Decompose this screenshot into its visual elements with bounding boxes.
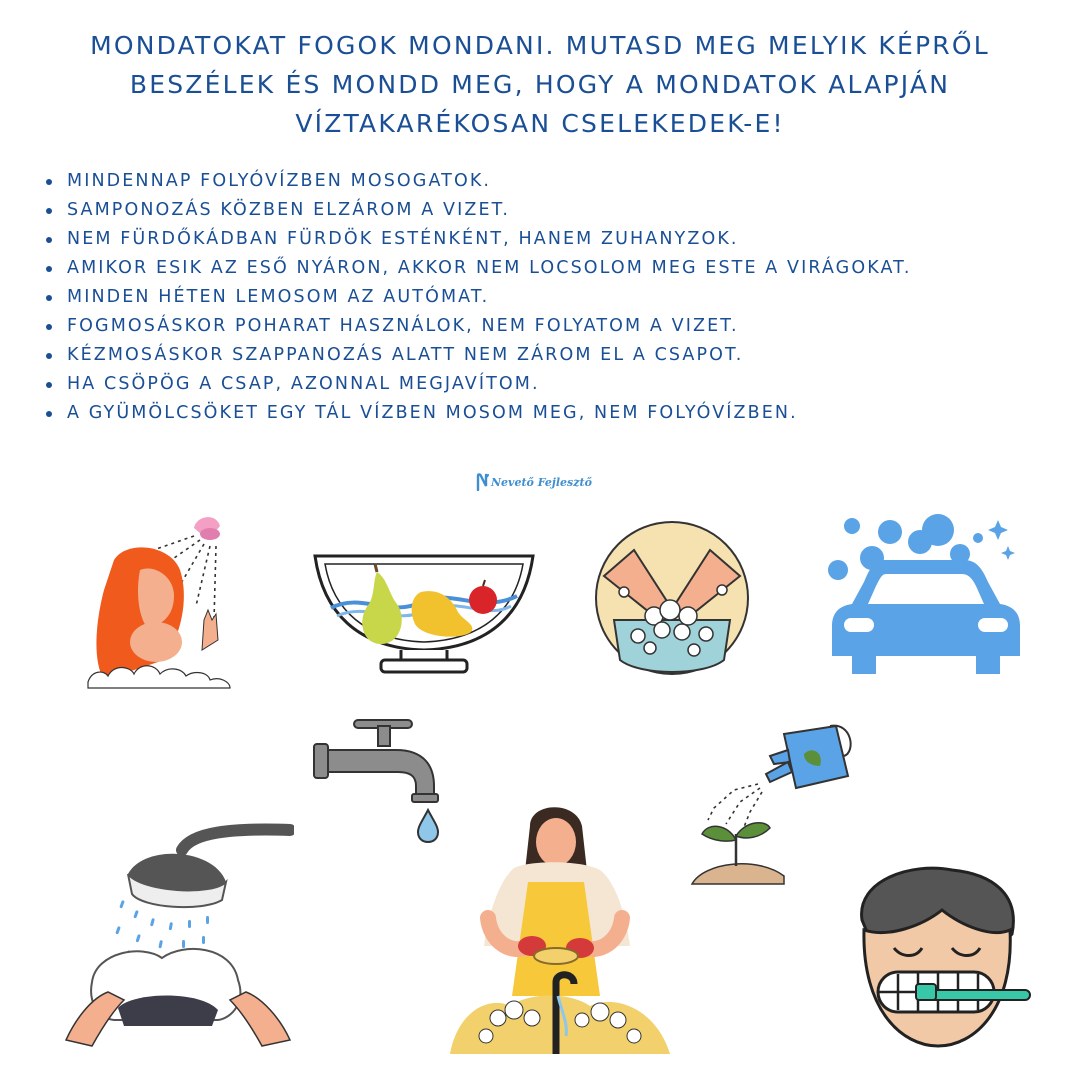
hand-washing-icon <box>594 520 750 676</box>
bullet-icon <box>46 179 52 185</box>
list-item-text: MINDEN HÉTEN LEMOSOM AZ AUTÓMAT. <box>67 287 490 307</box>
list-item <box>46 399 1066 428</box>
sentence-list <box>46 167 1066 428</box>
list-item-text: AMIKOR ESIK AZ ESŐ NYÁRON, AKKOR NEM LOCSOLOM MEG ESTE A VIRÁGOKAT. <box>67 258 912 278</box>
brand-logo <box>476 470 592 494</box>
dripping-faucet-icon <box>312 716 452 844</box>
bullet-icon <box>46 353 52 359</box>
showering-woman-icon <box>84 510 234 690</box>
car-wash-icon <box>828 512 1024 680</box>
list-item <box>46 312 1066 341</box>
shampoo-shower-icon <box>62 822 294 1052</box>
list-item <box>46 196 1066 225</box>
brand-logo-text: Nevető Fejlesztő <box>491 475 592 489</box>
heart-n-logo-icon <box>476 473 490 491</box>
fruit-bowl-icon <box>311 552 537 680</box>
bullet-icon <box>46 411 52 417</box>
dishwashing-woman-icon <box>450 796 670 1054</box>
bullet-icon <box>46 295 52 301</box>
toothbrushing-man-icon <box>842 860 1034 1052</box>
bullet-icon <box>46 382 52 388</box>
list-item-text: NEM FÜRDŐKÁDBAN FÜRDÖK ESTÉNKÉNT, HANEM ZUHANYZOK. <box>67 229 739 249</box>
list-item-text: HA CSÖPÖG A CSAP, AZONNAL MEGJAVÍTOM. <box>67 374 540 394</box>
list-item-text: MINDENNAP FOLYÓVÍZBEN MOSOGATOK. <box>67 171 492 191</box>
list-item-text: SAMPONOZÁS KÖZBEN ELZÁROM A VIZET. <box>67 200 510 220</box>
page-title: MONDATOKAT FOGOK MONDANI. MUTASD MEG MELYIK KÉPRŐL BESZÉLEK ÉS MONDD MEG, HOGY A MONDATOK ALAPJÁN VÍZTAKARÉKOSAN CSELEKEDEK-E! <box>90 31 990 138</box>
list-item <box>46 283 1066 312</box>
list-item-text: KÉZMOSÁSKOR SZAPPANOZÁS ALATT NEM ZÁROM EL A CSAPOT. <box>67 345 744 365</box>
list-item <box>46 341 1066 370</box>
list-item <box>46 370 1066 399</box>
bullet-icon <box>46 324 52 330</box>
list-item-text: A GYÜMÖLCSÖKET EGY TÁL VÍZBEN MOSOM MEG, NEM FOLYÓVÍZBEN. <box>67 403 798 423</box>
watering-can-icon <box>688 716 858 888</box>
bullet-icon <box>46 208 52 214</box>
list-item <box>46 254 1066 283</box>
list-item <box>46 167 1066 196</box>
bullet-icon <box>46 266 52 272</box>
bullet-icon <box>46 237 52 243</box>
list-item <box>46 225 1066 254</box>
list-item-text: FOGMOSÁSKOR POHARAT HASZNÁLOK, NEM FOLYATOM A VIZET. <box>67 316 739 336</box>
